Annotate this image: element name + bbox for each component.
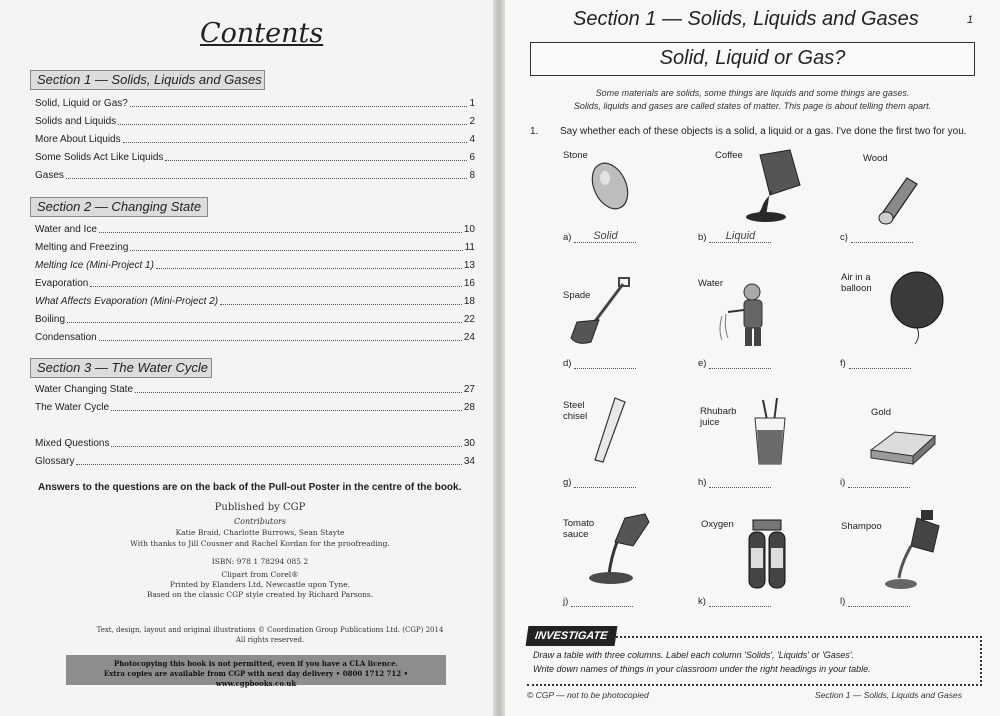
toc-row[interactable]: Glossary 34 bbox=[35, 456, 475, 467]
object-label: Rhubarb juice bbox=[700, 406, 737, 428]
toc-row[interactable]: Melting Ice (Mini-Project 1) 13 bbox=[35, 260, 475, 271]
toc-row[interactable]: Evaporation 16 bbox=[35, 278, 475, 289]
shampoo-illustration bbox=[883, 508, 953, 593]
contributors-label: Contributors bbox=[234, 517, 286, 526]
answer-d[interactable]: d) bbox=[563, 356, 636, 369]
photocopy-line-2: Extra copies are available from CGP with next day delivery • 0800 1712 712 • www.cgpbooks.co.uk bbox=[103, 669, 409, 688]
book-gutter bbox=[493, 0, 505, 716]
photocopy-line-1: Photocopying this book is not permitted, even if you have a CLA licence. bbox=[113, 659, 399, 668]
page-number: 1 bbox=[967, 14, 974, 26]
toc-row[interactable]: Solid, Liquid or Gas? 1 bbox=[35, 98, 475, 109]
object-label: Stone bbox=[563, 150, 588, 161]
contributors: Katie Braid, Charlotte Burrows, Sean Stayte bbox=[175, 528, 345, 537]
answer-a[interactable]: a) Solid bbox=[563, 230, 636, 243]
object-label: Tomato sauce bbox=[563, 518, 595, 540]
balloon-illustration bbox=[885, 268, 950, 348]
toc-row[interactable]: Water and Ice 10 bbox=[35, 224, 475, 235]
object-label: Air in a balloon bbox=[841, 272, 872, 294]
photocopy-notice bbox=[66, 655, 446, 688]
gold-illustration bbox=[865, 420, 940, 470]
answer-i[interactable]: i) bbox=[840, 475, 910, 488]
footer-section: Section 1 — Solids, Liquids and Gases bbox=[815, 690, 962, 700]
answer-g[interactable]: g) bbox=[563, 475, 636, 488]
thanks-line: With thanks to Jill Cousner and Rachel Kordan for the proofreading. bbox=[130, 539, 390, 548]
object-label: Wood bbox=[863, 153, 888, 164]
object-label: Shampoo bbox=[841, 521, 882, 532]
answer-j[interactable]: j) bbox=[563, 594, 633, 607]
oxygen-illustration bbox=[743, 512, 793, 594]
toc-row[interactable]: The Water Cycle 28 bbox=[35, 402, 475, 413]
object-label: Steel chisel bbox=[563, 400, 588, 422]
answer-b[interactable]: b) Liquid bbox=[698, 230, 771, 243]
toc-row[interactable]: Condensation 24 bbox=[35, 332, 475, 343]
contents-title: Contents bbox=[200, 18, 324, 49]
style-credit: Based on the classic CGP style created by Richard Parsons. bbox=[146, 590, 374, 599]
worksheet-page bbox=[505, 0, 1000, 716]
section-2-bar: Section 2 — Changing State bbox=[30, 197, 208, 217]
footer-copyright: © CGP — not to be photocopied bbox=[527, 690, 649, 700]
isbn: ISBN: 978 1 78294 085 2 bbox=[211, 557, 309, 566]
section-1-bar: Section 1 — Solids, Liquids and Gases bbox=[30, 70, 265, 90]
copyright-block bbox=[90, 625, 450, 645]
question-1: 1. Say whether each of these objects is a solid, a liquid or a gas. I've done the first two for you. bbox=[530, 126, 967, 137]
toc-row[interactable]: Some Solids Act Like Liquids 6 bbox=[35, 152, 475, 163]
toc-row[interactable]: What Affects Evaporation (Mini-Project 2) 18 bbox=[35, 296, 475, 307]
copyright-line: Text, design, layout and original illustrations © Coordination Group Publications Ltd. (CGP) 2014 bbox=[96, 626, 444, 634]
object-label: Water bbox=[698, 278, 723, 289]
toc-row[interactable]: Mixed Questions 30 bbox=[35, 438, 475, 449]
object-label: Spade bbox=[563, 290, 591, 301]
water-illustration bbox=[710, 278, 780, 353]
answer-k[interactable]: k) bbox=[698, 594, 771, 607]
answer-h[interactable]: h) bbox=[698, 475, 771, 488]
toc-row[interactable]: Solids and Liquids 2 bbox=[35, 116, 475, 127]
stone-illustration bbox=[585, 158, 635, 218]
investigate-line-2: Write down names of things in your classroom under the right headings in your table. bbox=[533, 664, 871, 674]
answer-l[interactable]: l) bbox=[840, 594, 910, 607]
published-by: Published by CGP bbox=[214, 502, 306, 513]
toc-row[interactable]: Gases 8 bbox=[35, 170, 475, 181]
toc-row[interactable]: More About Liquids 4 bbox=[35, 134, 475, 145]
answers-note: Answers to the questions are on the back of the Pull-out Poster in the centre of the book. bbox=[38, 482, 462, 493]
printer-credit: Printed by Elanders Ltd, Newcastle upon Tyne. bbox=[169, 580, 351, 589]
answer-f[interactable]: f) bbox=[840, 356, 911, 369]
object-label: Coffee bbox=[715, 150, 743, 161]
toc-row[interactable]: Melting and Freezing 11 bbox=[35, 242, 475, 253]
investigate-label: INVESTIGATE bbox=[526, 626, 617, 646]
page-title: Solid, Liquid or Gas? bbox=[530, 42, 975, 76]
section-heading: Section 1 — Solids, Liquids and Gases bbox=[573, 8, 919, 30]
investigate-line-1: Draw a table with three columns. Label each column 'Solids', 'Liquids' or 'Gases'. bbox=[533, 650, 854, 660]
answer-e[interactable]: e) bbox=[698, 356, 771, 369]
coffee-illustration bbox=[740, 145, 810, 225]
object-label: Oxygen bbox=[701, 519, 734, 530]
rhubarb-juice-illustration bbox=[745, 396, 795, 468]
object-label: Gold bbox=[871, 407, 892, 418]
chisel-illustration bbox=[585, 394, 635, 468]
section-3-bar: Section 3 — The Water Cycle bbox=[30, 358, 212, 378]
answer-c[interactable]: c) bbox=[840, 230, 913, 243]
intro-line-2: Solids, liquids and gases are called states of matter. This page is about telling them apart. bbox=[573, 101, 932, 111]
intro-line-1: Some materials are solids, some things are liquids and some things are gases. bbox=[595, 88, 910, 98]
rights-line: All rights reserved. bbox=[235, 636, 305, 644]
toc-row[interactable]: Water Changing State 27 bbox=[35, 384, 475, 395]
contents-page bbox=[0, 0, 493, 716]
spade-illustration bbox=[563, 276, 633, 348]
toc-row[interactable]: Boiling 22 bbox=[35, 314, 475, 325]
wood-illustration bbox=[873, 170, 923, 225]
tomato-sauce-illustration bbox=[585, 510, 665, 590]
clipart-credit: Clipart from Corel® bbox=[221, 570, 299, 579]
